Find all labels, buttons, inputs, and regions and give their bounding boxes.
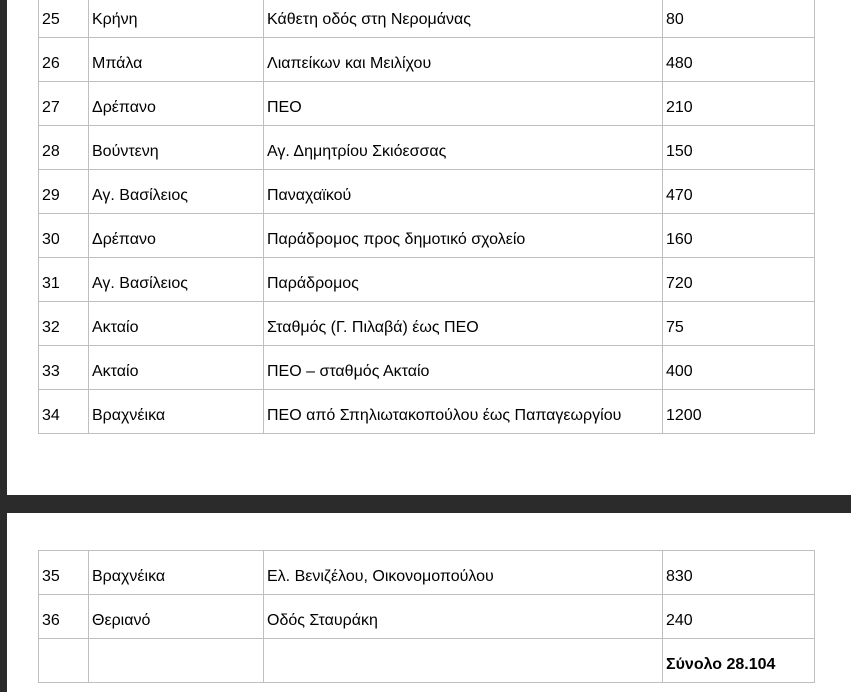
- document-page-2: [7, 513, 851, 692]
- length-cell: 150: [663, 126, 815, 170]
- street-cell: Κάθετη οδός στη Νερομάνας: [264, 0, 663, 38]
- table-row: [39, 595, 815, 639]
- street-cell: ΠΕΟ από Σπηλιωτακοπούλου έως Παπαγεωργίου: [264, 390, 663, 434]
- location-cell: Αγ. Βασίλειος: [89, 170, 264, 214]
- table-row: [39, 170, 815, 214]
- street-cell: Παναχαϊκού: [264, 170, 663, 214]
- total-row: [39, 639, 815, 683]
- length-cell: 480: [663, 38, 815, 82]
- table-row: [39, 82, 815, 126]
- street-cell: Σταθμός (Γ. Πιλαβά) έως ΠΕΟ: [264, 302, 663, 346]
- street-cell: ΠΕΟ: [264, 82, 663, 126]
- length-cell: 240: [663, 595, 815, 639]
- roads-table-page-2: [38, 550, 815, 683]
- row-number-cell: 26: [39, 38, 89, 82]
- table-row: [39, 38, 815, 82]
- location-cell: Μπάλα: [89, 38, 264, 82]
- row-number-cell: 27: [39, 82, 89, 126]
- roads-table-page-1: [38, 0, 815, 434]
- street-cell: Οδός Σταυράκη: [264, 595, 663, 639]
- length-cell: 80: [663, 0, 815, 38]
- row-number-cell: 25: [39, 0, 89, 38]
- length-cell: 400: [663, 346, 815, 390]
- empty-cell: [39, 639, 89, 683]
- location-cell: Βραχνέικα: [89, 551, 264, 595]
- total-cell: Σύνολο 28.104: [663, 639, 815, 683]
- table-row: [39, 390, 815, 434]
- location-cell: Ακταίο: [89, 302, 264, 346]
- street-cell: Παράδρομος: [264, 258, 663, 302]
- street-cell: Λιαπείκων και Μειλίχου: [264, 38, 663, 82]
- street-cell: Παράδρομος προς δημοτικό σχολείο: [264, 214, 663, 258]
- length-cell: 1200: [663, 390, 815, 434]
- street-cell: ΠΕΟ – σταθμός Ακταίο: [264, 346, 663, 390]
- length-cell: 75: [663, 302, 815, 346]
- length-cell: 470: [663, 170, 815, 214]
- row-number-cell: 31: [39, 258, 89, 302]
- location-cell: Ακταίο: [89, 346, 264, 390]
- length-cell: 830: [663, 551, 815, 595]
- table-row: [39, 258, 815, 302]
- row-number-cell: 34: [39, 390, 89, 434]
- empty-cell: [89, 639, 264, 683]
- location-cell: Βραχνέικα: [89, 390, 264, 434]
- row-number-cell: 32: [39, 302, 89, 346]
- street-cell: Αγ. Δημητρίου Σκιόεσσας: [264, 126, 663, 170]
- row-number-cell: 35: [39, 551, 89, 595]
- location-cell: Θεριανό: [89, 595, 264, 639]
- document-page-1: [7, 0, 851, 495]
- row-number-cell: 30: [39, 214, 89, 258]
- location-cell: Κρήνη: [89, 0, 264, 38]
- row-number-cell: 29: [39, 170, 89, 214]
- location-cell: Δρέπανο: [89, 82, 264, 126]
- table-row: [39, 302, 815, 346]
- length-cell: 210: [663, 82, 815, 126]
- table-row: [39, 551, 815, 595]
- table-row: [39, 0, 815, 38]
- row-number-cell: 36: [39, 595, 89, 639]
- row-number-cell: 33: [39, 346, 89, 390]
- row-number-cell: 28: [39, 126, 89, 170]
- street-cell: Ελ. Βενιζέλου, Οικονομοπούλου: [264, 551, 663, 595]
- table-row: [39, 126, 815, 170]
- location-cell: Δρέπανο: [89, 214, 264, 258]
- table-row: [39, 346, 815, 390]
- empty-cell: [264, 639, 663, 683]
- location-cell: Βούντενη: [89, 126, 264, 170]
- location-cell: Αγ. Βασίλειος: [89, 258, 264, 302]
- length-cell: 720: [663, 258, 815, 302]
- length-cell: 160: [663, 214, 815, 258]
- table-row: [39, 214, 815, 258]
